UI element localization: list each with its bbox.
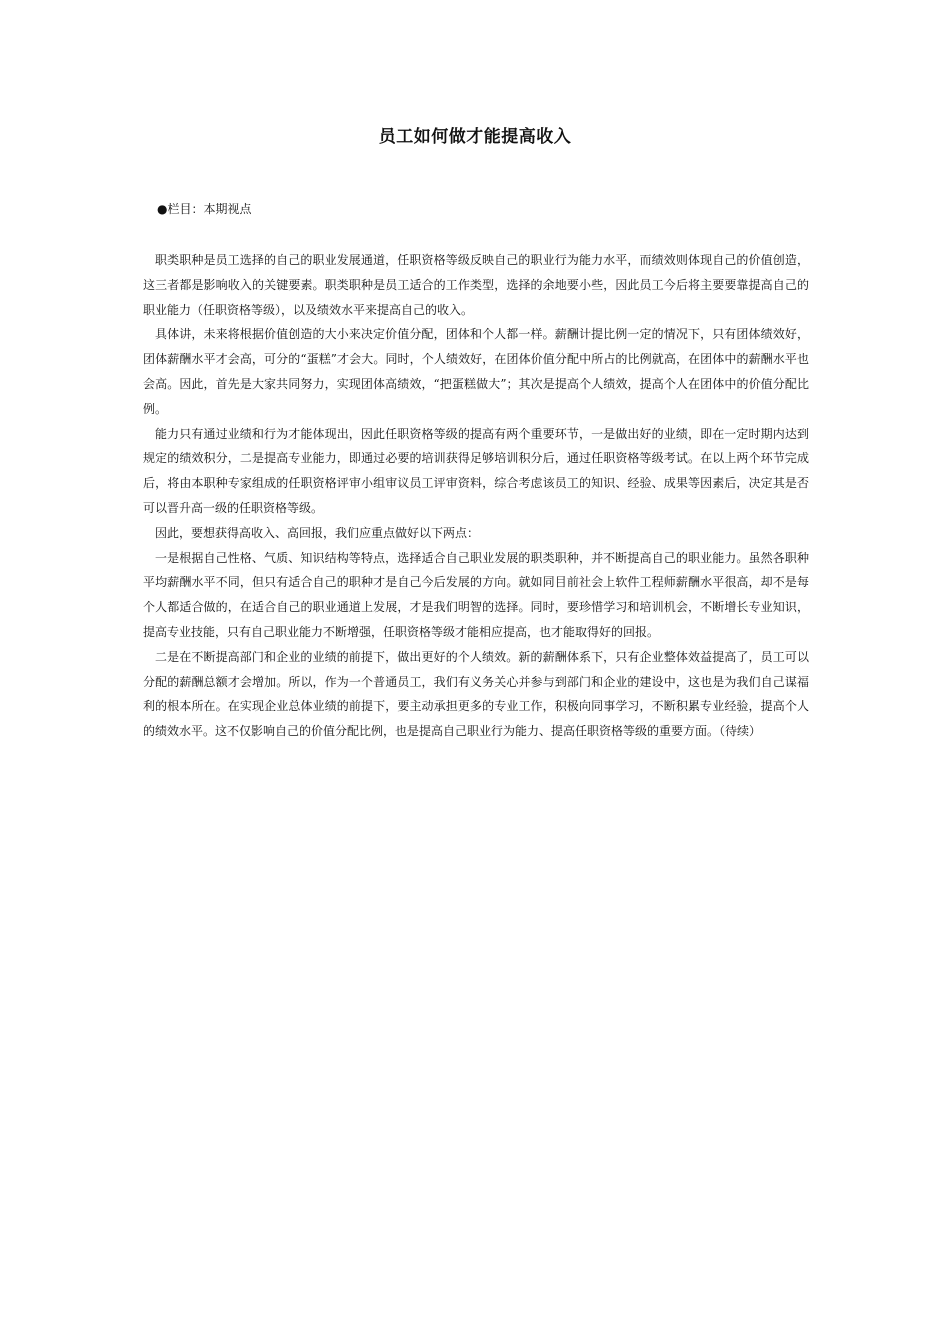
article-body <box>143 248 809 744</box>
paragraph: 能力只有通过业绩和行为才能体现出，因此任职资格等级的提高有两个重要环节，一是做出好的业绩，即在一定时期内达到规定的绩效积分，二是提高专业能力，即通过必要的培训获得足够培训积分后，通过任职资格等级考试。在以上两个环节完成后，将由本职种专家组成的任职资格评审小组审议员工评审资料，综合考虑该员工的知识、经验、成果等因素后，决定其是否可以晋升高一级的任职资格等级。 <box>143 426 809 515</box>
column-label: ●栏目：本期视点 <box>157 202 252 216</box>
paragraph: 职类职种是员工选择的自己的职业发展通道，任职资格等级反映自己的职业行为能力水平，而绩效则体现自己的价值创造，这三者都是影响收入的关键要素。职类职种是员工适合的工作类型，选择的余地要小些，因此员工今后将主要要靠提高自己的职业能力（任职资格等级），以及绩效水平来提高自己的收入。 <box>143 253 809 317</box>
document-title: 员工如何做才能提高收入 <box>378 127 572 147</box>
paragraph: 具体讲，未来将根据价值创造的大小来决定价值分配，团体和个人都一样。薪酬计提比例一定的情况下，只有团体绩效好，团体薪酬水平才会高，可分的“蛋糕”才会大。同时，个人绩效好，在团体价值分配中所占的比例就高，在团体中的薪酬水平也会高。因此，首先是大家共同努力，实现团体高绩效，“把蛋糕做大”；其次是提高个人绩效，提高个人在团体中的价值分配比例。 <box>143 327 809 416</box>
paragraph: 因此，要想获得高收入、高回报，我们应重点做好以下两点： <box>155 525 480 540</box>
paragraph: 一是根据自己性格、气质、知识结构等特点，选择适合自己职业发展的职类职种，并不断提高自己的职业能力。虽然各职种平均薪酬水平不同，但只有适合自己的职种才是自己今后发展的方向。就如同目前社会上软件工程师薪酬水平很高，却不是每个人都适合做的，在适合自己的职业通道上发展，才是我们明智的选择。同时，要珍惜学习和培训机会，不断增长专业知识，提高专业技能，只有自己职业能力不断增强，任职资格等级才能相应提高，也才能取得好的回报。 <box>143 550 809 639</box>
paragraph: 二是在不断提高部门和企业的业绩的前提下，做出更好的个人绩效。新的薪酬体系下，只有企业整体效益提高了，员工可以分配的薪酬总额才会增加。所以，作为一个普通员工，我们有义务关心并参与到部门和企业的建设中，这也是为我们自己谋福利的根本所在。在实现企业总体业绩的前提下，要主动承担更多的专业工作，积极向同事学习，不断积累专业经验，提高个人的绩效水平。这不仅影响自己的价值分配比例，也是提高自己职业行为能力、提高任职资格等级的重要方面。（待续） <box>143 649 809 739</box>
